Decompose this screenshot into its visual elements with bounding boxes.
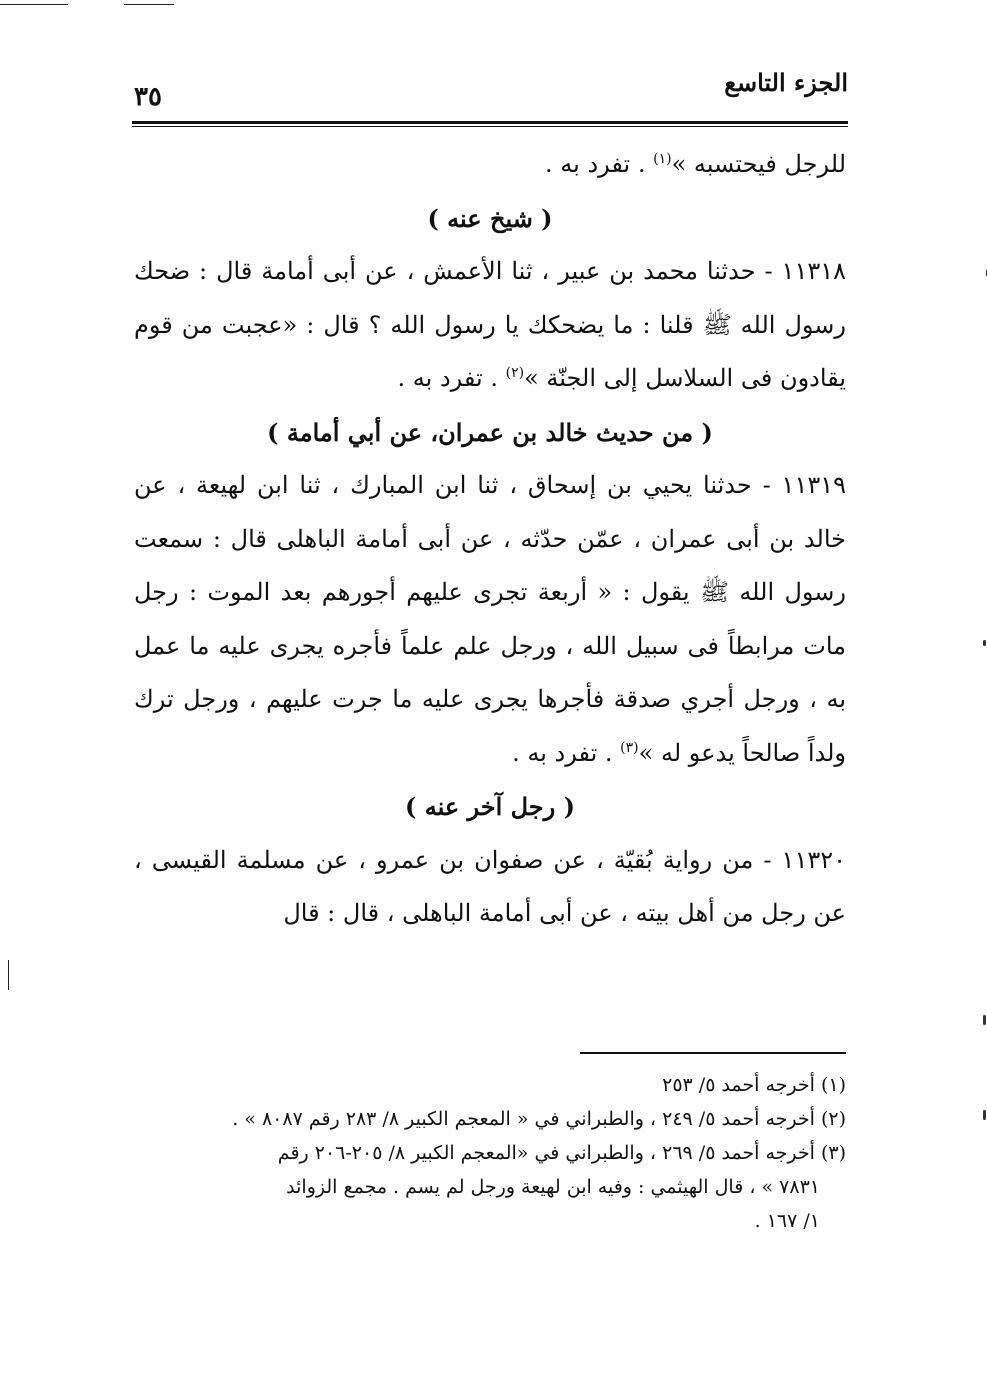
footnote-3-continued: ٧٨٣١ » ، قال الهيثمي : وفيه ابن لهيعة ورجل لم يسم . مجمع الزوائد xyxy=(286,1176,820,1198)
footnote-ref: (٢) xyxy=(505,365,525,381)
section-heading: ( من حديث خالد بن عمران، عن أبي أمامة ) xyxy=(267,417,713,447)
paragraph-intro xyxy=(134,138,846,192)
scan-edge-line xyxy=(0,4,68,5)
margin-mark xyxy=(983,1110,986,1120)
intro-text: للرجل فيحتسبه » xyxy=(671,150,846,178)
footnotes xyxy=(134,1068,846,1238)
hadith-11318 xyxy=(134,245,846,406)
hadith-text: ١١٣٢٠ - من رواية بُقيّة ، عن صفوان بن عمرو ، عن مسلمة القيسى ، عن رجل من أهل بيته ، عن أبى أمامة الباهلى ، قال : قال xyxy=(134,845,846,927)
margin-mark xyxy=(983,1015,986,1025)
section-heading: ( شيخ عنه ) xyxy=(427,203,553,233)
main-text xyxy=(134,138,846,941)
footnote-1: (١) أخرجه أحمد ٥/ ٢٥٣ xyxy=(662,1074,846,1096)
running-title: الجزء التاسع xyxy=(724,68,848,97)
footnote-ref: (٣) xyxy=(620,739,639,756)
footnote-ref: (١) xyxy=(653,151,672,167)
intro-tail: . تفرد به . xyxy=(545,150,654,178)
page-number: ٣٥ xyxy=(134,82,162,112)
scan-edge-line xyxy=(124,4,174,5)
footnote-3-continued: ١/ ١٦٧ . xyxy=(754,1210,820,1232)
header-rule-thin xyxy=(132,126,848,127)
hadith-tail: . تفرد به . xyxy=(397,364,506,392)
hadith-tail: . تفرد به . xyxy=(512,738,621,767)
section-heading: ( رجل آخر عنه ) xyxy=(405,792,575,821)
hadith-11319 xyxy=(134,459,846,780)
hadith-11320 xyxy=(134,834,846,941)
footnote-2: (٢) أخرجه أحمد ٥/ ٢٤٩ ، والطبراني في « المعجم الكبير ٨/ ٢٨٣ رقم ٨٠٨٧ » . xyxy=(232,1108,846,1130)
scan-edge-line xyxy=(8,960,9,990)
margin-mark xyxy=(983,640,986,646)
hadith-text: ١١٣١٩ - حدثنا يحيي بن إسحاق ، ثنا ابن المبارك ، ثنا ابن لهيعة ، عن خالد بن أبى عمران ، عمّن حدّثه ، عن أبى أمامة الباهلى قال : سمعت رسول الله ﷺ يقول : « أربعة تجرى عليهم أجورهم بعد الموت : رجل مات مرابطاً فى سبيل الله ، ورجل علم علماً فأجره يجرى عليه ما عمل به ، ورجل أجري صدقة فأجرها يجرى عليه ما جرت عليهم ، ورجل ترك ولداً صالحاً يدعو له » xyxy=(134,471,846,767)
footnote-rule xyxy=(580,1052,846,1054)
header-rule xyxy=(132,121,848,124)
footnote-3: (٣) أخرجه أحمد ٥/ ٢٦٩ ، والطبراني في «المعجم الكبير ٨/ ٢٠٥-٢٠٦ رقم xyxy=(277,1142,846,1164)
hadith-text: ١١٣١٨ - حدثنا محمد بن عبير ، ثنا الأعمش ، عن أبى أمامة قال : ضحك رسول الله ﷺ قلنا : ما يضحكك يا رسول الله ؟ قال : «عجبت من قوم يقادون فى السلاسل إلى الجنّة » xyxy=(134,257,846,392)
page-header xyxy=(132,60,848,122)
